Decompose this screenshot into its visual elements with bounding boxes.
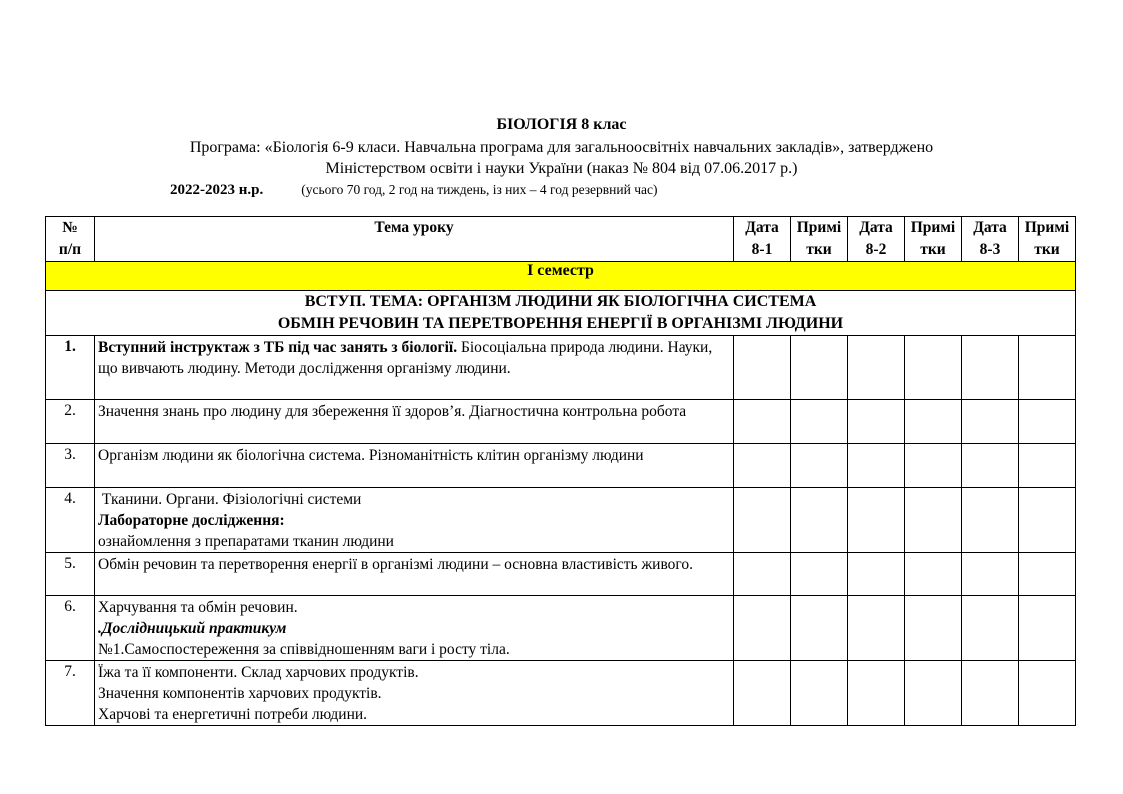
- row-number: 2.: [46, 400, 95, 444]
- date-cell[interactable]: [734, 553, 791, 596]
- row-number: 4.: [46, 488, 95, 553]
- notes-cell[interactable]: [1019, 400, 1076, 444]
- program-line-1: Програма: «Біологія 6-9 класи. Навчальна програма для загальноосвітніх навчальних закладів», затверджено: [189, 139, 934, 156]
- hours-note: (усього 70 год, 2 год на тиждень, із них – 4 год резервний час): [301, 182, 658, 197]
- row-topic: Значення знань про людину для збереження її здоров’я. Діагностична контрольна робота: [95, 400, 734, 444]
- col-header-notes-8-2: Примі тки: [905, 217, 962, 262]
- date-cell[interactable]: [848, 336, 905, 400]
- table-row: [46, 488, 1076, 553]
- notes-cell[interactable]: [905, 553, 962, 596]
- date-cell[interactable]: [848, 596, 905, 661]
- notes-cell[interactable]: [1019, 336, 1076, 400]
- notes-cell[interactable]: [791, 400, 848, 444]
- row-topic: Їжа та її компоненти. Склад харчових продуктів. Значення компонентів харчових продуктів. Харчові та енергетичні потреби людини.: [95, 661, 734, 726]
- table-row: [46, 336, 1076, 400]
- notes-cell[interactable]: [791, 661, 848, 726]
- date-cell[interactable]: [962, 661, 1019, 726]
- notes-cell[interactable]: [1019, 596, 1076, 661]
- notes-cell[interactable]: [905, 596, 962, 661]
- date-cell[interactable]: [848, 400, 905, 444]
- date-cell[interactable]: [734, 661, 791, 726]
- row-number: 7.: [46, 661, 95, 726]
- notes-cell[interactable]: [1019, 553, 1076, 596]
- date-cell[interactable]: [962, 400, 1019, 444]
- notes-cell[interactable]: [1019, 444, 1076, 488]
- notes-cell[interactable]: [791, 553, 848, 596]
- row-topic: Тканини. Органи. Фізіологічні системи Лабораторне дослідження: ознайомлення з препаратами тканин людини: [95, 488, 734, 553]
- row-number: 5.: [46, 553, 95, 596]
- col-header-number: № п/п: [46, 217, 95, 262]
- lab-label: Лабораторне дослідження:: [98, 512, 285, 529]
- date-cell[interactable]: [962, 596, 1019, 661]
- academic-year-line: [170, 182, 658, 199]
- section-heading-row: [46, 291, 1076, 336]
- lesson-plan-table: [45, 216, 1076, 726]
- date-cell[interactable]: [848, 661, 905, 726]
- date-cell[interactable]: [962, 336, 1019, 400]
- date-cell[interactable]: [962, 553, 1019, 596]
- notes-cell[interactable]: [905, 336, 962, 400]
- academic-year: 2022-2023 н.р.: [170, 182, 264, 198]
- notes-cell[interactable]: [905, 444, 962, 488]
- practicum-label: .Дослідницький практикум: [98, 620, 287, 637]
- document-title: БІОЛОГІЯ 8 клас: [496, 116, 627, 133]
- program-description: [0, 137, 1123, 179]
- row-topic: Обмін речовин та перетворення енергії в організмі людини – основна властивість живого.: [95, 553, 734, 596]
- notes-cell[interactable]: [1019, 488, 1076, 553]
- notes-cell[interactable]: [905, 400, 962, 444]
- table-row: [46, 553, 1076, 596]
- notes-cell[interactable]: [1019, 661, 1076, 726]
- date-cell[interactable]: [734, 336, 791, 400]
- row-topic: Вступний інструктаж з ТБ під час занять з біології. Біосоціальна природа людини. Науки, що вивчають людину. Методи дослідження організму людини.: [95, 336, 734, 400]
- program-line-2: Міністерством освіти і науки України (наказ № 804 від 07.06.2017 р.): [325, 160, 798, 177]
- col-header-date-8-3: Дата 8-3: [962, 217, 1019, 262]
- notes-cell[interactable]: [791, 336, 848, 400]
- notes-cell[interactable]: [791, 488, 848, 553]
- table-row: [46, 444, 1076, 488]
- date-cell[interactable]: [962, 444, 1019, 488]
- col-header-notes-8-3: Примі тки: [1019, 217, 1076, 262]
- date-cell[interactable]: [962, 488, 1019, 553]
- row-topic: Організм людини як біологічна система. Різноманітність клітин організму людини: [95, 444, 734, 488]
- notes-cell[interactable]: [905, 661, 962, 726]
- date-cell[interactable]: [848, 488, 905, 553]
- date-cell[interactable]: [734, 444, 791, 488]
- row-number: 3.: [46, 444, 95, 488]
- section-heading: ВСТУП. ТЕМА: ОРГАНІЗМ ЛЮДИНИ ЯК БІОЛОГІЧНА СИСТЕМА ОБМІН РЕЧОВИН ТА ПЕРЕТВОРЕННЯ ЕНЕРГІЇ В ОРГАНІЗМІ ЛЮДИНИ: [46, 291, 1076, 336]
- table-header-row: [46, 217, 1076, 262]
- table-row: [46, 400, 1076, 444]
- table-row: [46, 596, 1076, 661]
- row-number: 6.: [46, 596, 95, 661]
- semester-label: І семестр: [46, 262, 1076, 291]
- table-row: [46, 661, 1076, 726]
- date-cell[interactable]: [848, 444, 905, 488]
- col-header-topic: Тема уроку: [95, 217, 734, 262]
- notes-cell[interactable]: [905, 488, 962, 553]
- date-cell[interactable]: [734, 400, 791, 444]
- date-cell[interactable]: [848, 553, 905, 596]
- date-cell[interactable]: [734, 596, 791, 661]
- notes-cell[interactable]: [791, 596, 848, 661]
- col-header-date-8-2: Дата 8-2: [848, 217, 905, 262]
- row-topic: Харчування та обмін речовин. .Дослідницький практикум №1.Самоспостереження за співвідношенням ваги і росту тіла.: [95, 596, 734, 661]
- date-cell[interactable]: [734, 488, 791, 553]
- notes-cell[interactable]: [791, 444, 848, 488]
- row-number: 1.: [46, 336, 95, 400]
- col-header-date-8-1: Дата 8-1: [734, 217, 791, 262]
- col-header-notes-8-1: Примі тки: [791, 217, 848, 262]
- semester-row: [46, 262, 1076, 291]
